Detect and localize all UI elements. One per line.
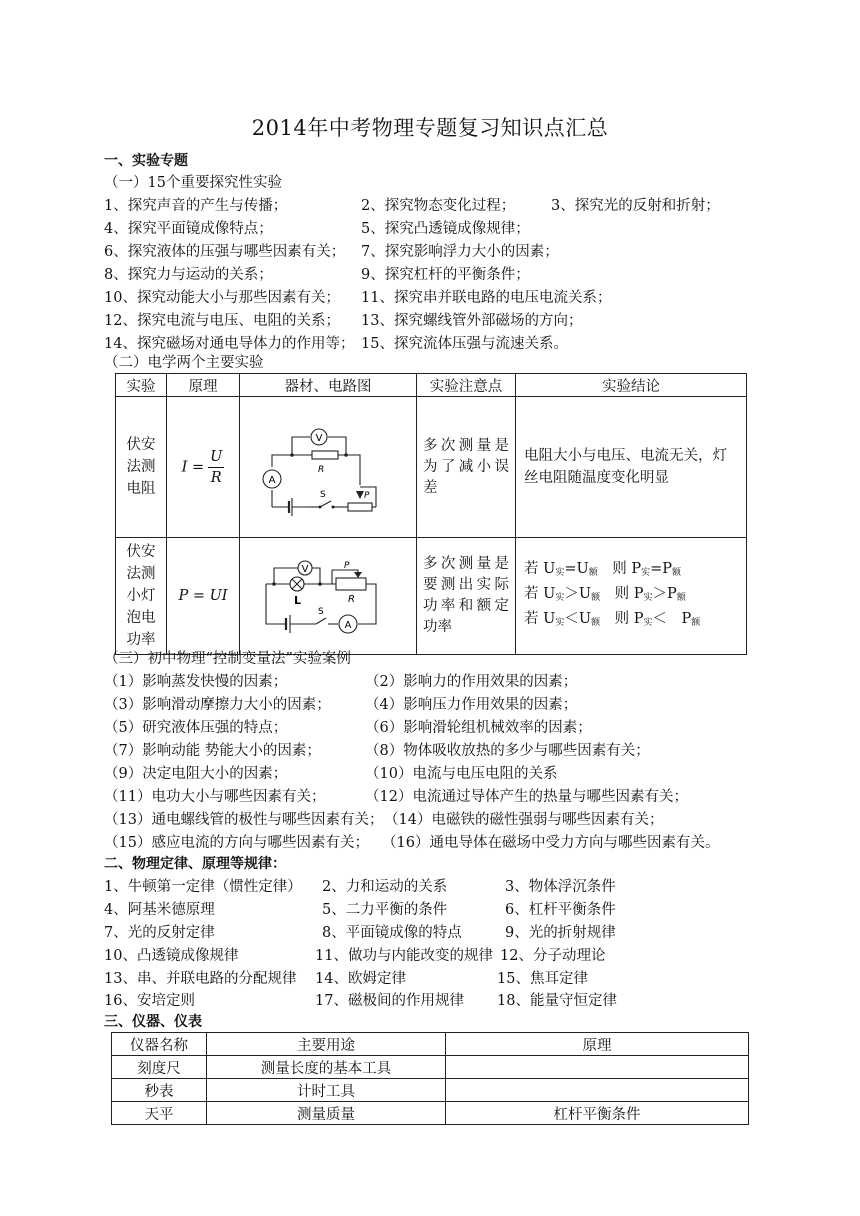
circuit-diagram-power xyxy=(240,538,417,655)
list-item: （4）影响压力作用效果的因素； xyxy=(365,697,578,713)
list-item: （9）决定电阻大小的因素； xyxy=(104,766,288,782)
list-item: 7、探究影响浮力大小的因素； xyxy=(361,244,559,260)
list-item: 1、探究声音的产生与传播； xyxy=(104,198,288,214)
list-item: 16、安培定则 xyxy=(104,993,195,1009)
table-header-row xyxy=(112,1033,749,1056)
list-item: 2、力和运动的关系 xyxy=(322,879,448,895)
lamp-label: L xyxy=(294,594,302,607)
circuit-power-svg xyxy=(240,538,416,650)
table-cell: 杠杆平衡条件 xyxy=(446,1102,749,1125)
instruments-table xyxy=(111,1032,749,1125)
ammeter-label: A xyxy=(268,475,276,486)
list-item: 6、杠杆平衡条件 xyxy=(505,902,616,918)
circuit-resistance-svg xyxy=(240,397,416,533)
list-item: 6、探究液体的压强与哪些因素有关； xyxy=(104,244,346,260)
list-item: 12、探究电流与电压、电阻的关系； xyxy=(104,313,340,329)
rheostat-label: R xyxy=(348,594,355,605)
list-item: 15、探究流体压强与流速关系。 xyxy=(361,336,568,352)
table-cell: 测量长度的基本工具 xyxy=(207,1056,446,1079)
experiment-conclusion xyxy=(516,538,747,655)
list-item: （3）影响滑动摩擦力大小的因素； xyxy=(104,697,331,713)
list-item: 14、探究磁场对通电导体力的作用等； xyxy=(104,336,355,352)
voltmeter-label: V xyxy=(301,564,309,575)
section-heading: 二、物理定律、原理等规律： xyxy=(104,856,286,872)
list-item: （1）影响蒸发快慢的因素； xyxy=(104,674,288,690)
power-condition: 若 $U_实<U_额$ 则 $P_实<$ $P_额$ xyxy=(524,610,701,628)
list-item: 12、分子动理论 xyxy=(500,948,606,964)
subsection-heading: （三）初中物理“控制变量法”实验案例 xyxy=(104,651,351,667)
formula-ohm: I = $\frac{U}{R}$ xyxy=(167,397,240,538)
list-item: 4、阿基米德原理 xyxy=(104,902,215,918)
list-item: 8、平面镜成像的特点 xyxy=(322,925,462,941)
list-item: 3、物体浮沉条件 xyxy=(505,879,616,895)
list-item: 17、磁极间的作用规律 xyxy=(315,993,464,1009)
table-cell xyxy=(446,1056,749,1079)
experiment-name: 伏安 法测 电阻 xyxy=(116,397,167,538)
list-item: （12）电流通过导体产生的热量与哪些因素有关； xyxy=(365,789,688,805)
list-item: （11）电功大小与哪些因素有关； xyxy=(104,789,326,805)
table-cell: 秒表 xyxy=(112,1079,207,1102)
power-condition: 若 $U_实>U_额$ 则 $P_实>P_额$ xyxy=(524,585,686,603)
list-item: 14、欧姆定律 xyxy=(315,971,406,987)
table-cell: 天平 xyxy=(112,1102,207,1125)
experiment-note: 多次测量是 为了减小误 差 xyxy=(417,397,516,538)
list-item: 13、探究螺线管外部磁场的方向； xyxy=(361,313,583,329)
table-row xyxy=(116,397,747,538)
list-item: 13、串、并联电路的分配规律 xyxy=(104,971,297,987)
column-header: 原理 xyxy=(167,374,240,397)
list-item: （7）影响动能 势能大小的因素； xyxy=(104,743,321,759)
subsection-heading: （一）15个重要探究性实验 xyxy=(104,175,282,191)
resistor-label: R xyxy=(318,465,325,475)
section-heading: 三、仪器、仪表 xyxy=(104,1014,202,1030)
list-item: 9、探究杠杆的平衡条件； xyxy=(361,267,530,283)
list-item: 9、光的折射规律 xyxy=(505,925,616,941)
list-item: （2）影响力的作用效果的因素； xyxy=(365,674,578,690)
list-item: （14）电磁铁的磁性强弱与哪些因素有关； xyxy=(384,812,664,828)
list-item: （15）感应电流的方向与哪些因素有关； xyxy=(104,835,369,851)
table-cell xyxy=(446,1079,749,1102)
list-item: （5）研究液体压强的特点； xyxy=(104,720,288,736)
switch-label: S xyxy=(318,607,324,617)
table-header-row xyxy=(116,374,747,397)
ammeter-label: A xyxy=(344,620,352,631)
list-item: 1、牛顿第一定律（惯性定律） xyxy=(104,879,302,895)
list-item: （6）影响滑轮组机械效率的因素； xyxy=(365,720,592,736)
list-item: 11、做功与内能改变的规律 xyxy=(315,948,493,964)
experiments-table xyxy=(115,373,747,655)
column-header: 实验 xyxy=(116,374,167,397)
list-item: 3、探究光的反射和折射； xyxy=(551,198,720,214)
list-item: 7、光的反射定律 xyxy=(104,925,215,941)
list-item: （8）物体吸收放热的多少与哪些因素有关； xyxy=(365,743,650,759)
table-row xyxy=(116,538,747,655)
list-item: （16）通电导体在磁场中受力方向与哪些因素有关。 xyxy=(382,835,720,851)
voltmeter-label: V xyxy=(315,433,323,444)
table-row xyxy=(112,1102,749,1125)
experiment-name: 伏安 法测 小灯 泡电 功率 xyxy=(116,538,167,655)
power-condition: 若 $U_实=U_额$ 则 $P_实=P_额$ xyxy=(524,560,682,578)
list-item: 5、二力平衡的条件 xyxy=(322,902,448,918)
slider-label: P xyxy=(344,561,350,571)
list-item: 10、凸透镜成像规律 xyxy=(104,948,239,964)
column-header: 仪器名称 xyxy=(112,1033,207,1056)
table-row xyxy=(112,1056,749,1079)
column-header: 实验注意点 xyxy=(417,374,516,397)
list-item: 11、探究串并联电路的电压电流关系； xyxy=(361,290,612,306)
experiment-note: 多次测量是 要测出实际 功率和额定 功率 xyxy=(417,538,516,655)
section-heading: 一、实验专题 xyxy=(104,153,188,169)
circuit-diagram-resistance xyxy=(240,397,417,538)
list-item: 10、探究动能大小与那些因素有关； xyxy=(104,290,340,306)
column-header: 实验结论 xyxy=(516,374,747,397)
list-item: 2、探究物态变化过程； xyxy=(361,198,516,214)
list-item: 5、探究凸透镜成像规律； xyxy=(361,221,530,237)
slider-label: P xyxy=(364,491,370,501)
list-item: 15、焦耳定律 xyxy=(497,971,588,987)
subsection-heading: （二）电学两个主要实验 xyxy=(104,355,264,371)
column-header: 器材、电路图 xyxy=(240,374,417,397)
table-cell: 计时工具 xyxy=(207,1079,446,1102)
list-item: （13）通电螺线管的极性与哪些因素有关； xyxy=(104,812,384,828)
column-header: 主要用途 xyxy=(207,1033,446,1056)
formula-power: P = UI xyxy=(167,538,240,655)
experiment-conclusion: 电阻大小与电压、电流无关，灯丝电阻随温度变化明显 xyxy=(516,397,747,538)
column-header: 原理 xyxy=(446,1033,749,1056)
table-cell: 测量质量 xyxy=(207,1102,446,1125)
table-row xyxy=(112,1079,749,1102)
list-item: 8、探究力与运动的关系； xyxy=(104,267,273,283)
list-item: 4、探究平面镜成像特点； xyxy=(104,221,273,237)
list-item: 18、能量守恒定律 xyxy=(497,993,617,1009)
switch-label: S xyxy=(320,490,326,500)
list-item: （10）电流与电压电阻的关系 xyxy=(365,766,558,782)
page-title: 2014年中考物理专题复习知识点汇总 xyxy=(251,116,609,140)
table-cell: 刻度尺 xyxy=(112,1056,207,1079)
